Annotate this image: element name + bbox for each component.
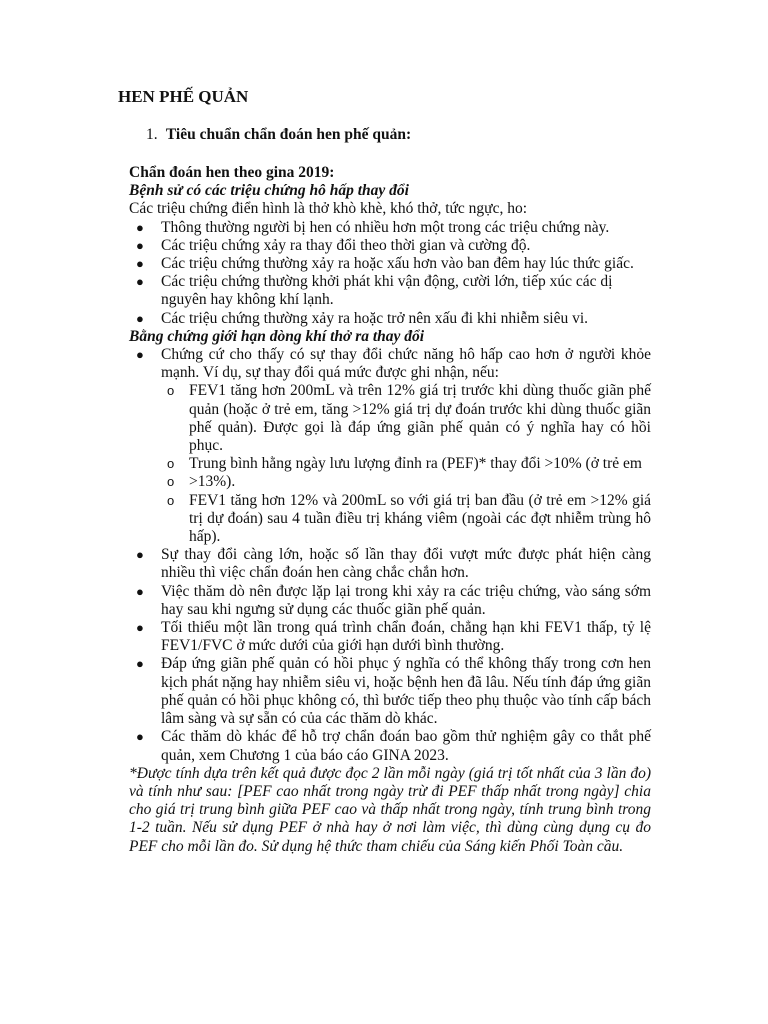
bullet-icon: ● [136, 729, 144, 745]
list-item-text: Việc thăm dò nên được lặp lại trong khi xảy ra các triệu chứng, vào sáng sớm hay sau khi ngưng sử dụng các thuốc giãn phế quản. [161, 582, 651, 618]
list-item [129, 310, 651, 328]
list-item [129, 619, 651, 655]
list-item-text: Các triệu chứng thường xảy ra hoặc trở nên xấu đi khi nhiễm siêu vi. [161, 309, 589, 327]
list-item [129, 219, 651, 237]
bullet-icon: ● [136, 274, 144, 290]
bullet-icon: ● [136, 656, 144, 672]
sub-list-item-text: FEV1 tăng hơn 200mL và trên 12% giá trị trước khi dùng thuốc giãn phế quản (hoặc ở trẻ em, tăng >12% giá trị dự đoán trước khi dùng thuốc giãn phế quản). Được gọi là đáp ứng giãn phế quản có ý nghĩa hay có hồi phục. [189, 382, 651, 455]
sub-list-item [129, 382, 651, 455]
list-item-text: Chứng cứ cho thấy có sự thay đổi chức năng hô hấp cao hơn ở người khỏe mạnh. Ví dụ, sự thay đổi quá mức được ghi nhận, nếu: [161, 346, 651, 382]
sub-list-item [129, 492, 651, 547]
list-item [129, 273, 651, 309]
bullet-icon: ● [136, 219, 144, 235]
circle-bullet-icon: o [167, 492, 175, 508]
gina-heading: Chẩn đoán hen theo gina 2019: [129, 164, 335, 181]
evidence-sublist [129, 382, 651, 546]
footnote: *Được tính dựa trên kết quả được đọc 2 lần mỗi ngày (giá trị tốt nhất của 3 lần đo) và tính như sau: [PEF cao nhất trong ngày trừ đi PEF thấp nhất trong ngày] chia cho giá trị trung bình giữa PEF cao và thấp nhất trong ngày, tính trung bình trong 1-2 tuần. Nếu sử dụng PEF ở nhà hay ở nơi làm việc, thì dùng cùng dụng cụ đo PEF cho mỗi lần đo. Sử dụng hệ thức tham chiếu của Sáng kiến Phối Toàn cầu. [129, 764, 651, 855]
circle-bullet-icon: o [167, 474, 175, 490]
bullet-icon: ● [136, 547, 144, 563]
list-item-text: Các triệu chứng thường khởi phát khi vận động, cười lớn, tiếp xúc các dị nguyên hay không khí lạnh. [161, 273, 613, 309]
bullet-icon: ● [136, 347, 144, 363]
list-item-text: Sự thay đổi càng lớn, hoặc số lần thay đổi vượt mức được phát hiện càng nhiều thì việc chẩn đoán hen càng chắc chắn hơn. [161, 546, 651, 582]
sub-list-item-text: Trung bình hằng ngày lưu lượng đỉnh ra (PEF)* thay đổi >10% (ở trẻ em [189, 455, 642, 473]
list-item-text: Các thăm dò khác để hỗ trợ chẩn đoán bao gồm thử nghiệm gây co thắt phế quản, xem Chương 1 của báo cáo GINA 2023. [161, 728, 651, 764]
sub-list-item [129, 455, 651, 473]
document-title: HEN PHẾ QUẢN [118, 87, 249, 106]
list-item [129, 583, 651, 619]
list-item [129, 728, 651, 764]
list-item-text: Các triệu chứng thường xảy ra hoặc xấu hơn vào ban đêm hay lúc thức giấc. [161, 255, 634, 273]
sub-list-item [129, 473, 651, 491]
bullet-icon: ● [136, 256, 144, 272]
list-item [129, 346, 651, 382]
sub-list-item-text: >13%). [189, 473, 236, 491]
section-number: 1. [146, 126, 158, 143]
symptoms-intro: Các triệu chứng điển hình là thở khò khè, khó thở, tức ngực, ho: [129, 200, 528, 218]
list-item-text: Tối thiểu một lần trong quá trình chẩn đoán, chẳng hạn khi FEV1 thấp, tỷ lệ FEV1/FVC ở mức dưới của giới hạn dưới bình thường. [161, 619, 651, 655]
evidence-more-list [129, 546, 651, 764]
list-item [129, 655, 651, 728]
list-item-text: Các triệu chứng xảy ra thay đổi theo thời gian và cường độ. [161, 236, 531, 254]
list-item [129, 255, 651, 273]
bullet-icon: ● [136, 237, 144, 253]
symptoms-subheading: Bệnh sử có các triệu chứng hô hấp thay đổi [129, 182, 409, 200]
sub-list-item-text: FEV1 tăng hơn 12% và 200mL so với giá trị ban đầu (ở trẻ em >12% giá trị dự đoán) sau 4 tuần điều trị kháng viêm (ngoài các đợt nhiễm trùng hô hấp). [189, 491, 651, 546]
circle-bullet-icon: o [167, 456, 175, 472]
list-item-text: Thông thường người bị hen có nhiều hơn một trong các triệu chứng này. [161, 218, 610, 236]
bullet-icon: ● [136, 620, 144, 636]
list-item [129, 546, 651, 582]
symptoms-list [129, 219, 651, 328]
section-heading-text: Tiêu chuẩn chẩn đoán hen phế quản: [165, 126, 412, 143]
list-item [129, 237, 651, 255]
circle-bullet-icon: o [167, 383, 175, 399]
bullet-icon: ● [136, 583, 144, 599]
list-item-text: Đáp ứng giãn phế quản có hồi phục ý nghĩa có thể không thấy trong cơn hen kịch phát nặng hay nhiễm siêu vi, hoặc bệnh hen đã lâu. Nếu tính đáp ứng giãn phế quản có hồi phục không có, thì bước tiếp theo phụ thuộc vào tính cấp bách lâm sàng và sự sẵn có của các thăm dò khác. [161, 655, 651, 728]
evidence-list [129, 346, 651, 382]
evidence-subheading: Bằng chứng giới hạn dòng khí thở ra thay đổi [129, 327, 425, 345]
document-body [129, 164, 651, 856]
section-heading [146, 126, 411, 144]
bullet-icon: ● [136, 310, 144, 326]
